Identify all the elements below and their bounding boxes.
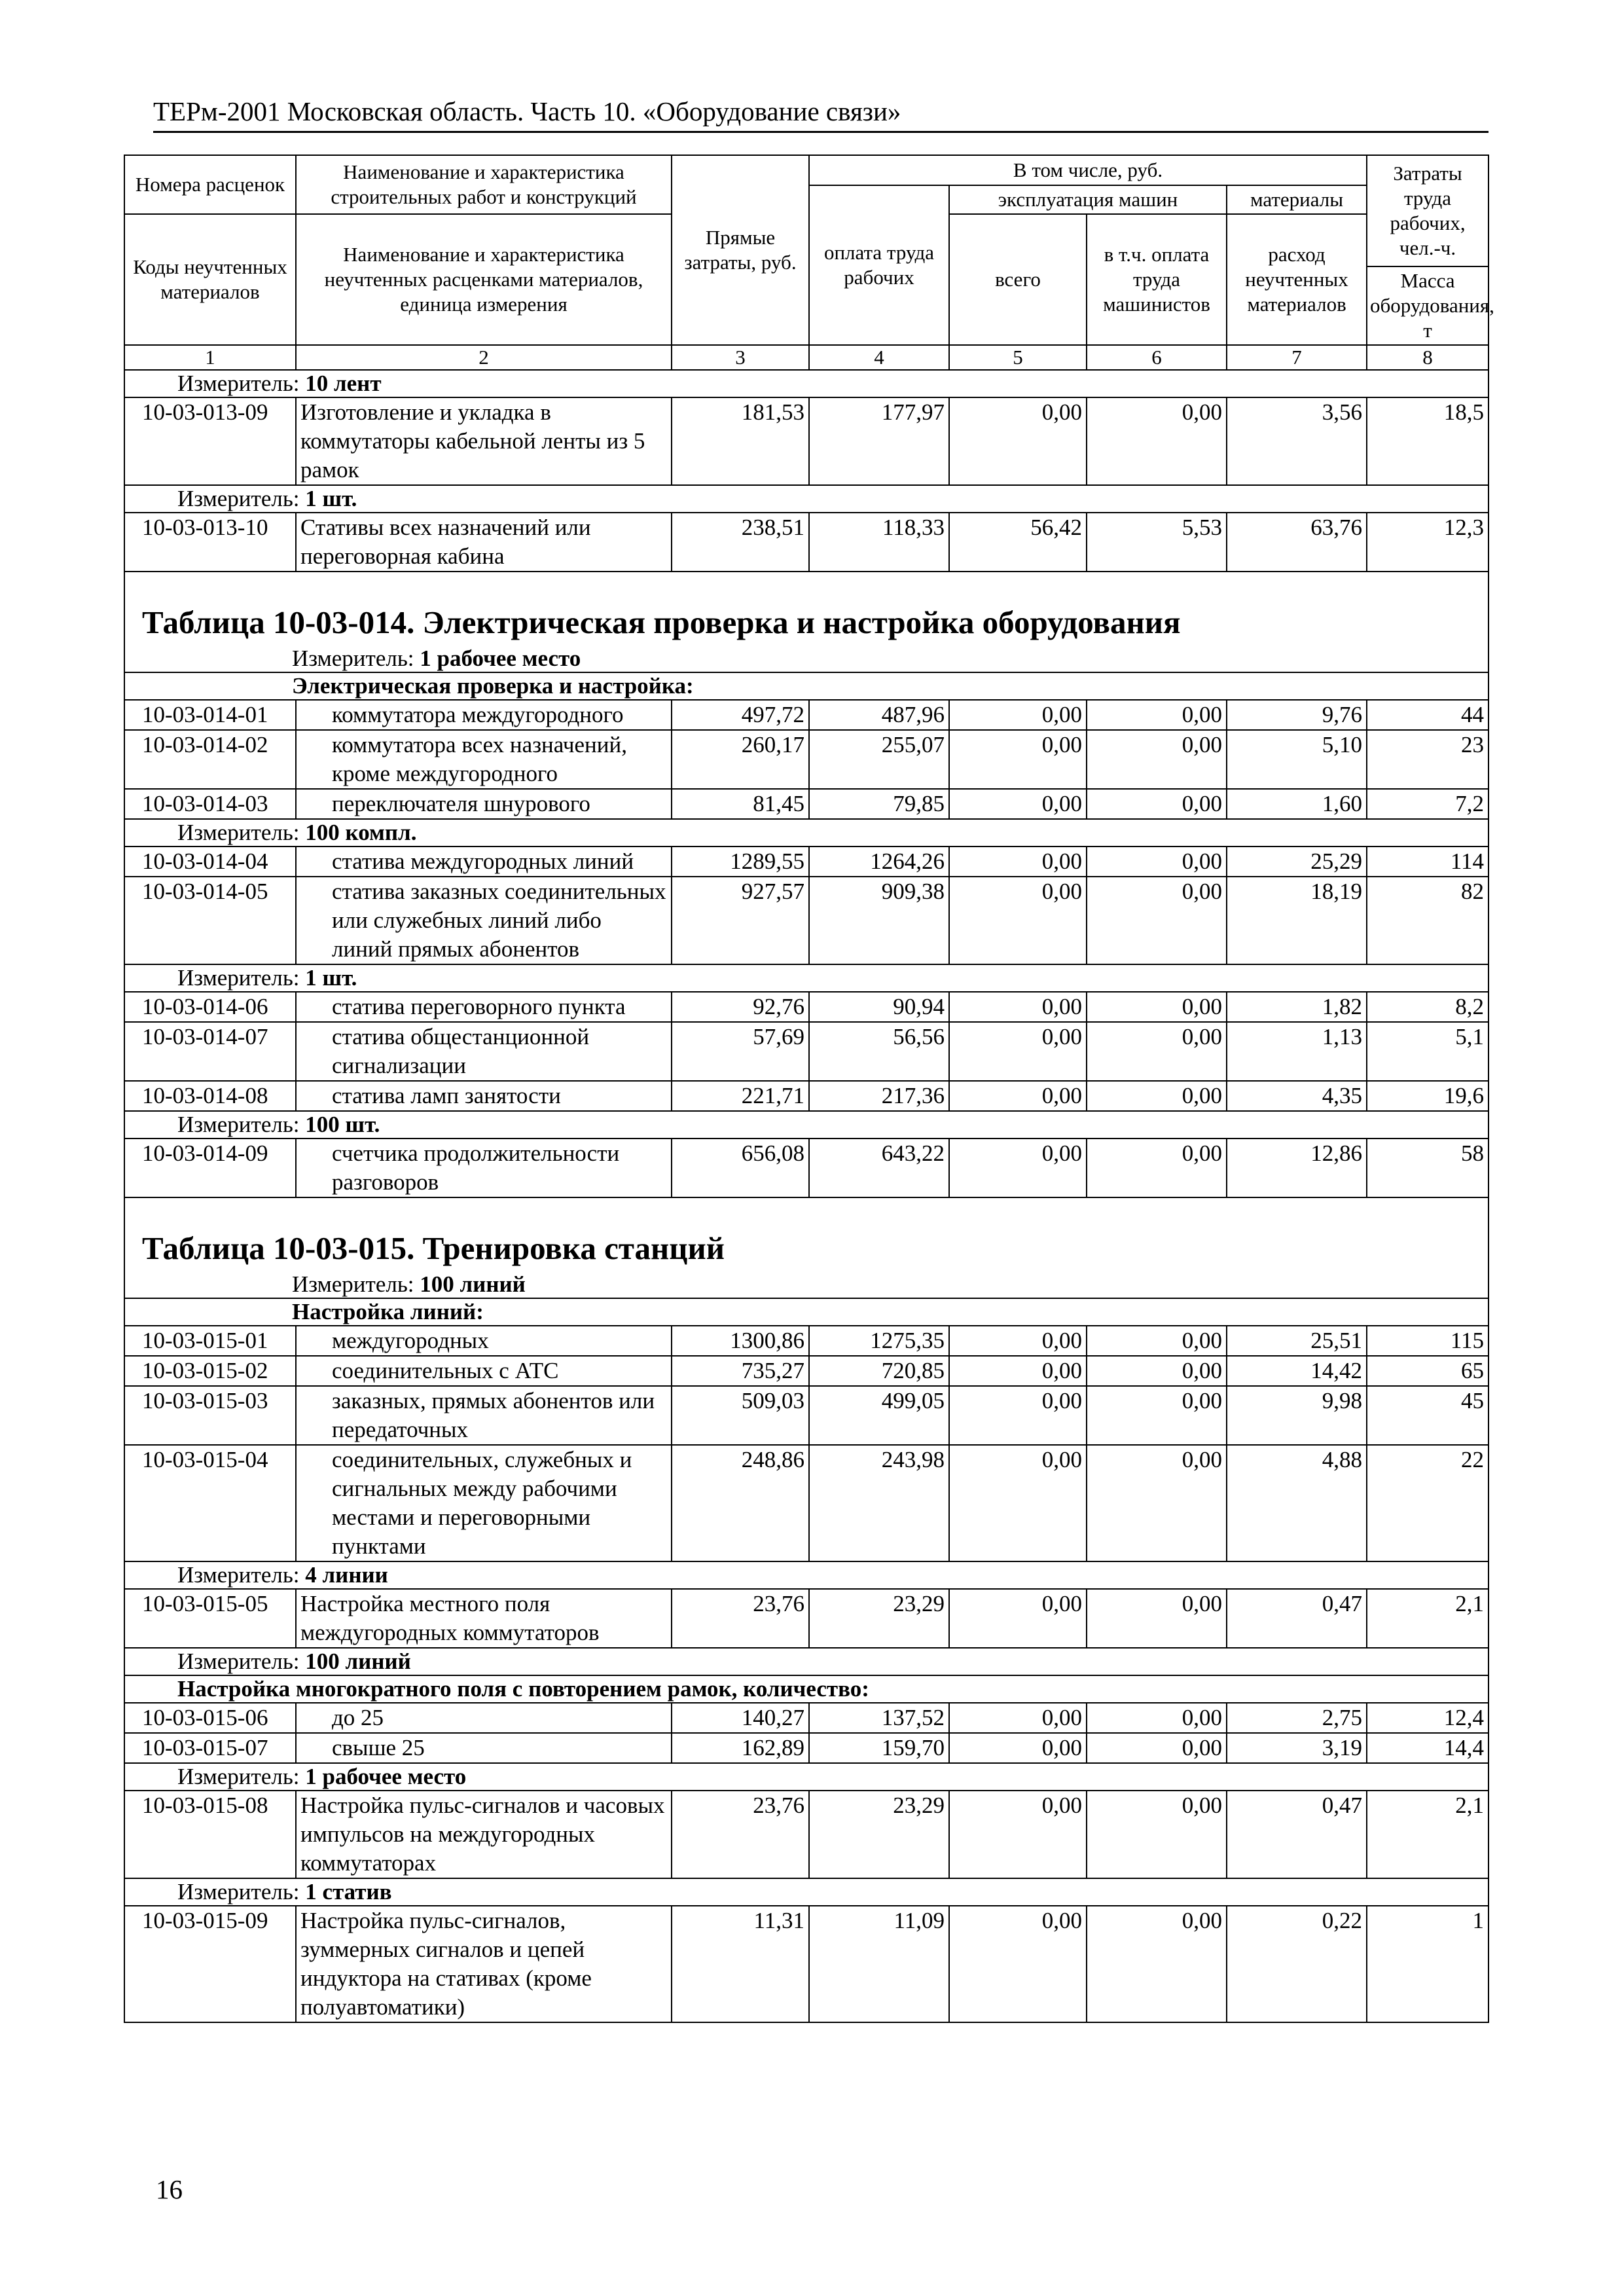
labor-hours-value: 58: [1367, 1139, 1489, 1197]
rate-code: 10-03-013-10: [124, 513, 296, 572]
measure-label: [124, 1878, 1489, 1906]
labor-hours-value: 5,1: [1367, 1022, 1489, 1081]
measure-unit: 100 шт.: [305, 1112, 380, 1137]
measure-label: [124, 485, 1489, 513]
machinist-pay-value: 0,00: [1087, 730, 1227, 789]
machines-total-value: 0,00: [949, 1139, 1087, 1197]
column-number: 1: [124, 345, 296, 370]
table-row: [124, 700, 1489, 730]
measure-prefix: Измеритель:: [177, 1764, 306, 1789]
labor-hours-value: 12,3: [1367, 513, 1489, 572]
measure-label: [124, 370, 1489, 397]
machines-total-value: 0,00: [949, 1791, 1087, 1878]
machines-total-value: 0,00: [949, 877, 1087, 964]
machinist-pay-value: 0,00: [1087, 1445, 1227, 1561]
table-title-row: [124, 1197, 1489, 1271]
machines-total-value: 0,00: [949, 1081, 1087, 1111]
rate-code: 10-03-014-07: [124, 1022, 296, 1081]
labor-hours-value: 23: [1367, 730, 1489, 789]
machines-total-value: 0,00: [949, 1703, 1087, 1733]
machinist-pay-value: 0,00: [1087, 1589, 1227, 1648]
measure-label: [124, 1763, 1489, 1791]
header-rule: [153, 131, 1489, 133]
measure-row: [124, 1561, 1489, 1589]
measure-unit: 100 линий: [305, 1649, 411, 1674]
col-header-labor-pay: оплата труда рабочих: [809, 185, 949, 345]
col-header-equipment-mass: Масса оборудования, т: [1367, 266, 1489, 345]
rate-code: 10-03-014-02: [124, 730, 296, 789]
measure-prefix: Измеритель:: [177, 965, 306, 991]
labor-pay-value: 255,07: [809, 730, 949, 789]
measure-label: [124, 1271, 1489, 1298]
labor-pay-value: 177,97: [809, 397, 949, 485]
rate-code: 10-03-015-05: [124, 1589, 296, 1648]
col-header-machinist-pay: в т.ч. оплата труда машинистов: [1087, 214, 1227, 345]
materials-cost-value: 0,22: [1227, 1906, 1367, 2022]
labor-pay-value: 720,85: [809, 1356, 949, 1386]
machines-total-value: 0,00: [949, 1022, 1087, 1081]
work-name: статива заказных соединительных или служебных линий либо линий прямых абонентов: [296, 877, 672, 964]
direct-costs-value: 221,71: [672, 1081, 809, 1111]
machines-total-value: 0,00: [949, 1386, 1087, 1445]
machines-total-value: 0,00: [949, 1356, 1087, 1386]
rate-code: 10-03-015-04: [124, 1445, 296, 1561]
direct-costs-value: 11,31: [672, 1906, 809, 2022]
direct-costs-value: 260,17: [672, 730, 809, 789]
table-row: [124, 1703, 1489, 1733]
table-row: [124, 1445, 1489, 1561]
labor-pay-value: 118,33: [809, 513, 949, 572]
measure-prefix: Измеритель:: [177, 1562, 306, 1588]
measure-label: [124, 964, 1489, 992]
machinist-pay-value: 0,00: [1087, 1906, 1227, 2022]
measure-label: [124, 819, 1489, 847]
measure-label: [124, 1561, 1489, 1589]
direct-costs-value: 927,57: [672, 877, 809, 964]
section-label: Настройка линий:: [124, 1298, 1489, 1326]
column-number: 5: [949, 345, 1087, 370]
column-number: 8: [1367, 345, 1489, 370]
direct-costs-value: 1300,86: [672, 1326, 809, 1356]
col-header-unaccounted-codes: Коды неучтенных материалов: [124, 214, 296, 345]
column-number: 4: [809, 345, 949, 370]
measure-prefix: Измеритель:: [177, 1879, 306, 1904]
measure-row: [124, 1763, 1489, 1791]
measure-row: [124, 1648, 1489, 1675]
page-number: 16: [156, 2174, 183, 2204]
direct-costs-value: 140,27: [672, 1703, 809, 1733]
machines-total-value: 0,00: [949, 1906, 1087, 2022]
table-header: [124, 155, 1494, 345]
machinist-pay-value: 0,00: [1087, 877, 1227, 964]
labor-pay-value: 243,98: [809, 1445, 949, 1561]
direct-costs-value: 57,69: [672, 1022, 809, 1081]
table-row: [124, 513, 1489, 572]
work-name: коммутатора всех назначений, кроме междугородного: [296, 730, 672, 789]
measure-label: [124, 1111, 1489, 1139]
section-row: [124, 1298, 1489, 1326]
materials-cost-value: 1,82: [1227, 992, 1367, 1022]
table-row: [124, 1326, 1489, 1356]
labor-pay-value: 909,38: [809, 877, 949, 964]
machines-total-value: 0,00: [949, 847, 1087, 877]
col-header-machines: эксплуатация машин: [949, 185, 1227, 214]
measure-unit: 1 рабочее место: [305, 1764, 467, 1789]
labor-pay-value: 90,94: [809, 992, 949, 1022]
table-body: [124, 345, 1489, 2022]
measure-row: [124, 370, 1489, 397]
table-title-row: [124, 572, 1489, 646]
machinist-pay-value: 0,00: [1087, 1022, 1227, 1081]
direct-costs-value: 497,72: [672, 700, 809, 730]
table-row: [124, 1791, 1489, 1878]
rate-code: 10-03-015-09: [124, 1906, 296, 2022]
direct-costs-value: 181,53: [672, 397, 809, 485]
machines-total-value: 56,42: [949, 513, 1087, 572]
table-row: [124, 847, 1489, 877]
measure-unit: 4 линии: [305, 1562, 388, 1588]
direct-costs-value: 92,76: [672, 992, 809, 1022]
work-name: свыше 25: [296, 1733, 672, 1763]
measure-unit: 100 линий: [420, 1271, 526, 1297]
labor-pay-value: 1264,26: [809, 847, 949, 877]
measure-row: [124, 964, 1489, 992]
materials-cost-value: 18,19: [1227, 877, 1367, 964]
rate-code: 10-03-015-07: [124, 1733, 296, 1763]
table-row: [124, 1022, 1489, 1081]
machinist-pay-value: 0,00: [1087, 1081, 1227, 1111]
col-header-machines-total: всего: [949, 214, 1087, 345]
direct-costs-value: 23,76: [672, 1589, 809, 1648]
machinist-pay-value: 0,00: [1087, 700, 1227, 730]
rate-code: 10-03-015-06: [124, 1703, 296, 1733]
col-header-name: Наименование и характеристика строительных работ и конструкций: [296, 155, 672, 214]
measure-row: [124, 646, 1489, 672]
labor-hours-value: 19,6: [1367, 1081, 1489, 1111]
measure-prefix: Измеритель:: [177, 820, 306, 845]
labor-pay-value: 23,29: [809, 1791, 949, 1878]
machines-total-value: 0,00: [949, 1326, 1087, 1356]
column-number: 3: [672, 345, 809, 370]
labor-hours-value: 2,1: [1367, 1791, 1489, 1878]
labor-hours-value: 65: [1367, 1356, 1489, 1386]
measure-label: [124, 646, 1489, 672]
machinist-pay-value: 5,53: [1087, 513, 1227, 572]
section-row: [124, 672, 1489, 700]
rate-code: 10-03-015-08: [124, 1791, 296, 1878]
measure-unit: 100 компл.: [305, 820, 417, 845]
labor-hours-value: 7,2: [1367, 789, 1489, 819]
direct-costs-value: 248,86: [672, 1445, 809, 1561]
materials-cost-value: 9,76: [1227, 700, 1367, 730]
section-label: Электрическая проверка и настройка:: [124, 672, 1489, 700]
machinist-pay-value: 0,00: [1087, 1356, 1227, 1386]
machinist-pay-value: 0,00: [1087, 1733, 1227, 1763]
document-header-title: ТЕРм-2001 Московская область. Часть 10. «Оборудование связи»: [153, 96, 901, 126]
table-row: [124, 1386, 1489, 1445]
measure-row: [124, 819, 1489, 847]
labor-pay-value: 137,52: [809, 1703, 949, 1733]
measure-unit: 10 лент: [305, 371, 382, 396]
rate-code: 10-03-014-04: [124, 847, 296, 877]
labor-pay-value: 499,05: [809, 1386, 949, 1445]
work-name: статива ламп занятости: [296, 1081, 672, 1111]
labor-pay-value: 217,36: [809, 1081, 949, 1111]
materials-cost-value: 63,76: [1227, 513, 1367, 572]
table-row: [124, 1589, 1489, 1648]
col-header-materials: материалы: [1227, 185, 1367, 214]
measure-prefix: Измеритель:: [292, 1271, 420, 1297]
table-row: [124, 877, 1489, 964]
col-header-including: В том числе, руб.: [809, 155, 1367, 185]
rate-code: 10-03-015-03: [124, 1386, 296, 1445]
machinist-pay-value: 0,00: [1087, 992, 1227, 1022]
machinist-pay-value: 0,00: [1087, 789, 1227, 819]
machines-total-value: 0,00: [949, 397, 1087, 485]
materials-cost-value: 4,35: [1227, 1081, 1367, 1111]
work-name: переключателя шнурового: [296, 789, 672, 819]
rate-code: 10-03-015-01: [124, 1326, 296, 1356]
section-row: [124, 1675, 1489, 1703]
rate-code: 10-03-013-09: [124, 397, 296, 485]
work-name: Стативы всех назначений или переговорная кабина: [296, 513, 672, 572]
materials-cost-value: 12,86: [1227, 1139, 1367, 1197]
machinist-pay-value: 0,00: [1087, 1791, 1227, 1878]
labor-hours-value: 12,4: [1367, 1703, 1489, 1733]
direct-costs-value: 238,51: [672, 513, 809, 572]
table-title: Таблица 10-03-015. Тренировка станций: [142, 1230, 725, 1266]
work-name: статива переговорного пункта: [296, 992, 672, 1022]
column-number: 6: [1087, 345, 1227, 370]
col-header-direct-costs: Прямые затраты, руб.: [672, 155, 809, 345]
labor-hours-value: 45: [1367, 1386, 1489, 1445]
labor-pay-value: 11,09: [809, 1906, 949, 2022]
labor-hours-value: 14,4: [1367, 1733, 1489, 1763]
machines-total-value: 0,00: [949, 730, 1087, 789]
machinist-pay-value: 0,00: [1087, 397, 1227, 485]
measure-unit: 1 шт.: [305, 965, 357, 991]
measure-prefix: Измеритель:: [177, 1112, 306, 1137]
col-header-materials-unaccounted: расход неучтенных материалов: [1227, 214, 1367, 345]
materials-cost-value: 2,75: [1227, 1703, 1367, 1733]
table-row: [124, 1906, 1489, 2022]
work-name: Настройка пульс-сигналов, зуммерных сигналов и цепей индуктора на стативах (кроме полуавтоматики): [296, 1906, 672, 2022]
rate-code: 10-03-014-09: [124, 1139, 296, 1197]
machinist-pay-value: 0,00: [1087, 1386, 1227, 1445]
labor-pay-value: 1275,35: [809, 1326, 949, 1356]
measure-row: [124, 1878, 1489, 1906]
materials-cost-value: 0,47: [1227, 1589, 1367, 1648]
machines-total-value: 0,00: [949, 1733, 1087, 1763]
direct-costs-value: 162,89: [672, 1733, 809, 1763]
table-row: [124, 992, 1489, 1022]
materials-cost-value: 4,88: [1227, 1445, 1367, 1561]
rate-code: 10-03-014-05: [124, 877, 296, 964]
labor-pay-value: 79,85: [809, 789, 949, 819]
work-name: Настройка местного поля междугородных коммутаторов: [296, 1589, 672, 1648]
rate-code: 10-03-015-02: [124, 1356, 296, 1386]
machinist-pay-value: 0,00: [1087, 847, 1227, 877]
materials-cost-value: 5,10: [1227, 730, 1367, 789]
labor-hours-value: 8,2: [1367, 992, 1489, 1022]
col-header-labor-costs: Затраты труда рабочих, чел.-ч.: [1367, 155, 1489, 266]
machinist-pay-value: 0,00: [1087, 1326, 1227, 1356]
column-number: 7: [1227, 345, 1367, 370]
table-row: [124, 397, 1489, 485]
work-name: счетчика продолжительности разговоров: [296, 1139, 672, 1197]
labor-hours-value: 82: [1367, 877, 1489, 964]
col-header-codes: Номера расценок: [124, 155, 296, 214]
rates-table: [124, 155, 1494, 2023]
table-row: [124, 730, 1489, 789]
direct-costs-value: 735,27: [672, 1356, 809, 1386]
table-row: [124, 789, 1489, 819]
measure-prefix: Измеритель:: [292, 646, 420, 671]
rate-code: 10-03-014-06: [124, 992, 296, 1022]
labor-pay-value: 487,96: [809, 700, 949, 730]
machinist-pay-value: 0,00: [1087, 1139, 1227, 1197]
labor-hours-value: 22: [1367, 1445, 1489, 1561]
measure-prefix: Измеритель:: [177, 371, 306, 396]
measure-prefix: Измеритель:: [177, 1649, 306, 1674]
table-row: [124, 1733, 1489, 1763]
measure-unit: 1 статив: [305, 1879, 392, 1904]
work-name: соединительных, служебных и сигнальных между рабочими местами и переговорными пунктами: [296, 1445, 672, 1561]
direct-costs-value: 1289,55: [672, 847, 809, 877]
labor-hours-value: 18,5: [1367, 397, 1489, 485]
machines-total-value: 0,00: [949, 1445, 1087, 1561]
measure-row: [124, 485, 1489, 513]
direct-costs-value: 509,03: [672, 1386, 809, 1445]
materials-cost-value: 0,47: [1227, 1791, 1367, 1878]
machinist-pay-value: 0,00: [1087, 1703, 1227, 1733]
machines-total-value: 0,00: [949, 1589, 1087, 1648]
machines-total-value: 0,00: [949, 789, 1087, 819]
labor-hours-value: 115: [1367, 1326, 1489, 1356]
column-numbers-row: [124, 345, 1489, 370]
materials-cost-value: 1,60: [1227, 789, 1367, 819]
machines-total-value: 0,00: [949, 700, 1087, 730]
work-name: Настройка пульс-сигналов и часовых импульсов на междугородных коммутаторах: [296, 1791, 672, 1878]
labor-pay-value: 23,29: [809, 1589, 949, 1648]
rate-code: 10-03-014-03: [124, 789, 296, 819]
materials-cost-value: 1,13: [1227, 1022, 1367, 1081]
section-label: Настройка многократного поля с повторением рамок, количество:: [124, 1675, 1489, 1703]
measure-unit: 1 шт.: [305, 486, 357, 511]
labor-pay-value: 159,70: [809, 1733, 949, 1763]
labor-hours-value: 1: [1367, 1906, 1489, 2022]
labor-hours-value: 2,1: [1367, 1589, 1489, 1648]
work-name: междугородных: [296, 1326, 672, 1356]
table-row: [124, 1081, 1489, 1111]
table-row: [124, 1139, 1489, 1197]
work-name: статива общестанционной сигнализации: [296, 1022, 672, 1081]
labor-pay-value: 643,22: [809, 1139, 949, 1197]
rate-code: 10-03-014-08: [124, 1081, 296, 1111]
materials-cost-value: 25,51: [1227, 1326, 1367, 1356]
machines-total-value: 0,00: [949, 992, 1087, 1022]
work-name: соединительных с АТС: [296, 1356, 672, 1386]
table-row: [124, 1356, 1489, 1386]
materials-cost-value: 25,29: [1227, 847, 1367, 877]
direct-costs-value: 81,45: [672, 789, 809, 819]
work-name: до 25: [296, 1703, 672, 1733]
measure-label: [124, 1648, 1489, 1675]
materials-cost-value: 3,19: [1227, 1733, 1367, 1763]
work-name: Изготовление и укладка в коммутаторы кабельной ленты из 5 рамок: [296, 397, 672, 485]
work-name: коммутатора междугородного: [296, 700, 672, 730]
direct-costs-value: 656,08: [672, 1139, 809, 1197]
materials-cost-value: 9,98: [1227, 1386, 1367, 1445]
col-header-unaccounted-name: Наименование и характеристика неучтенных расценками материалов, единица измерения: [296, 214, 672, 345]
direct-costs-value: 23,76: [672, 1791, 809, 1878]
rate-code: 10-03-014-01: [124, 700, 296, 730]
work-name: заказных, прямых абонентов или передаточных: [296, 1386, 672, 1445]
table-title: Таблица 10-03-014. Электрическая проверка и настройка оборудования: [142, 604, 1181, 640]
work-name: статива междугородных линий: [296, 847, 672, 877]
materials-cost-value: 14,42: [1227, 1356, 1367, 1386]
materials-cost-value: 3,56: [1227, 397, 1367, 485]
labor-hours-value: 44: [1367, 700, 1489, 730]
labor-pay-value: 56,56: [809, 1022, 949, 1081]
measure-prefix: Измеритель:: [177, 486, 306, 511]
measure-row: [124, 1271, 1489, 1298]
column-number: 2: [296, 345, 672, 370]
measure-row: [124, 1111, 1489, 1139]
measure-unit: 1 рабочее место: [420, 646, 581, 671]
labor-hours-value: 114: [1367, 847, 1489, 877]
